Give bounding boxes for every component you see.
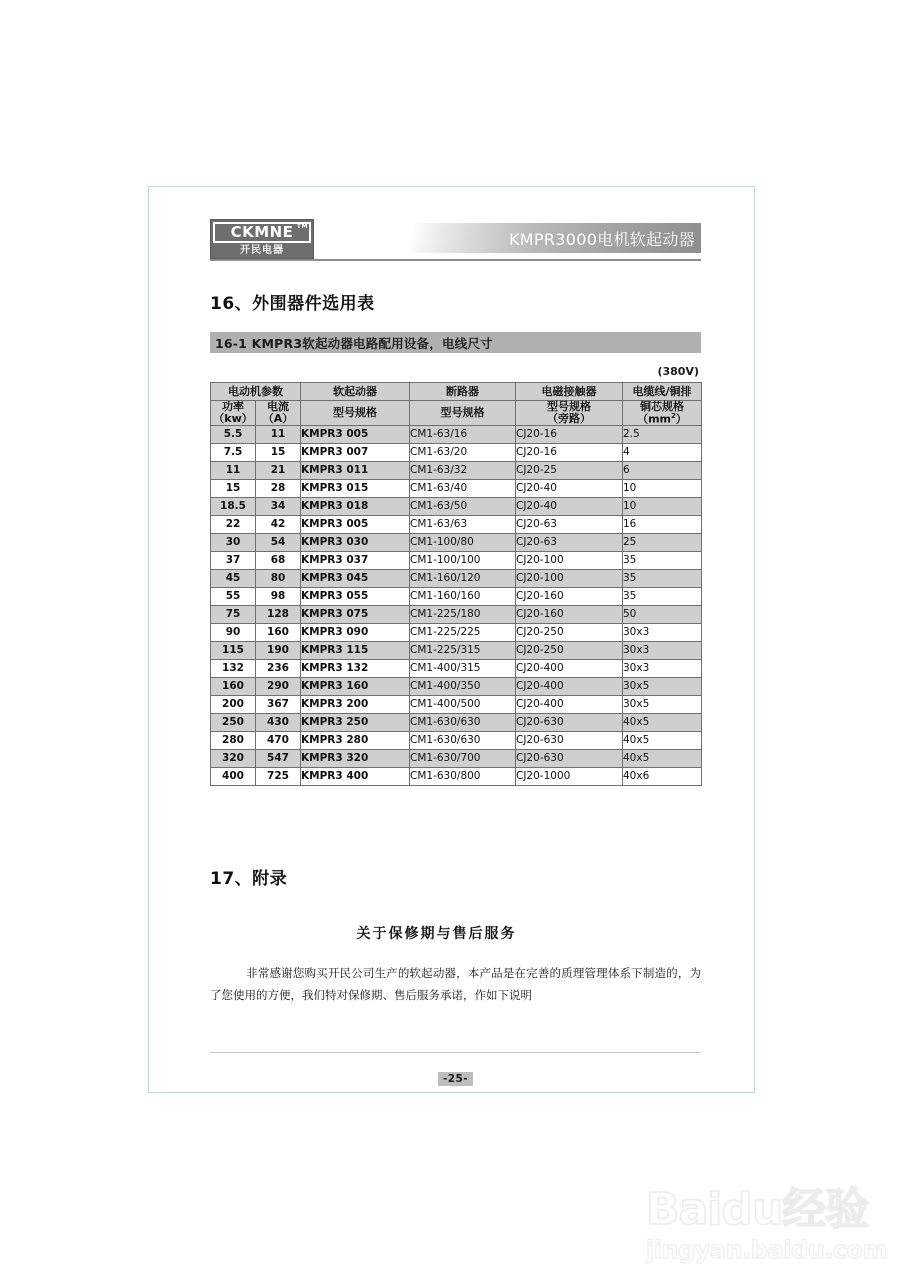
cell-breaker-model: CM1-63/20 [410,444,516,462]
page-number: -25- [438,1072,473,1086]
cell-contactor-model: CJ20-630 [516,714,623,732]
cell-cable-spec: 40x5 [623,750,702,768]
cell-contactor-model: CJ20-400 [516,678,623,696]
table-body [211,426,702,786]
cell-breaker-model: CM1-400/350 [410,678,516,696]
col-current-line1: 电流 [267,400,289,414]
table-row [211,498,702,516]
cell-cable-spec: 35 [623,570,702,588]
col-cable-spec-line2: $(mm^2)$ [637,411,687,426]
cell-cable-spec: 35 [623,552,702,570]
cell-cable-spec: 30x3 [623,642,702,660]
cell-breaker-model: CM1-63/63 [410,516,516,534]
cell-breaker-model: CM1-630/700 [410,750,516,768]
cell-starter-model: KMPR3 005 [301,426,410,444]
warranty-body-text [210,963,701,1006]
cell-cable-spec: 2.5 [623,426,702,444]
cell-breaker-model: CM1-63/40 [410,480,516,498]
col-group-breaker: 断路器 [410,383,516,401]
cell-power: 280 [211,732,256,750]
cell-current: 42 [256,516,301,534]
cell-starter-model: KMPR3 200 [301,696,410,714]
cell-current: 367 [256,696,301,714]
cell-breaker-model: CM1-100/80 [410,534,516,552]
product-title: KMPR3000电机软起动器 [509,229,695,249]
cell-breaker-model: CM1-160/120 [410,570,516,588]
warranty-subheading: 关于保修期与售后服务 [356,926,517,943]
cell-breaker-model: CM1-100/100 [410,552,516,570]
cell-power: 115 [211,642,256,660]
cell-current: 236 [256,660,301,678]
cell-contactor-model: CJ20-160 [516,588,623,606]
cell-power: 45 [211,570,256,588]
cell-current: 128 [256,606,301,624]
cell-starter-model: KMPR3 400 [301,768,410,786]
cell-power: 200 [211,696,256,714]
cell-cable-spec: 10 [623,498,702,516]
cell-cable-spec: 30x3 [623,624,702,642]
section-16-heading: 16、外围器件选用表 [210,294,375,314]
col-contactor-model [516,401,623,426]
col-starter-model-line1: 型号规格 [333,406,377,420]
cell-power: 5.5 [211,426,256,444]
cell-current: 15 [256,444,301,462]
watermark-main-text: Baidu经验 [646,1184,869,1235]
cell-current: 470 [256,732,301,750]
col-cable-spec-line1: 铜芯规格 [640,400,684,413]
cell-breaker-model: CM1-225/225 [410,624,516,642]
cell-breaker-model: CM1-63/32 [410,462,516,480]
table-row [211,570,702,588]
table-row [211,732,702,750]
page-number-container [210,1067,701,1086]
cell-breaker-model: CM1-225/180 [410,606,516,624]
cell-starter-model: KMPR3 132 [301,660,410,678]
baidu-watermark [646,1184,887,1264]
cell-current: 430 [256,714,301,732]
cell-power: 132 [211,660,256,678]
table-row [211,426,702,444]
cell-power: 75 [211,606,256,624]
cell-breaker-model: CM1-400/315 [410,660,516,678]
cell-contactor-model: CJ20-100 [516,570,623,588]
cell-breaker-model: CM1-400/500 [410,696,516,714]
table-row [211,714,702,732]
table-group-header-row [211,383,702,401]
cell-current: 725 [256,768,301,786]
cell-contactor-model: CJ20-63 [516,516,623,534]
table-row [211,516,702,534]
cell-breaker-model: CM1-630/800 [410,768,516,786]
peripheral-selection-table [210,382,702,786]
cell-contactor-model: CJ20-63 [516,534,623,552]
cell-contactor-model: CJ20-40 [516,498,623,516]
cell-starter-model: KMPR3 018 [301,498,410,516]
cell-power: 400 [211,768,256,786]
cell-power: 11 [211,462,256,480]
cell-power: 18.5 [211,498,256,516]
table-row [211,642,702,660]
cell-breaker-model: CM1-160/160 [410,588,516,606]
col-current [256,401,301,426]
cell-current: 34 [256,498,301,516]
cell-current: 21 [256,462,301,480]
cell-cable-spec: 25 [623,534,702,552]
cell-starter-model: KMPR3 030 [301,534,410,552]
document-masthead [210,217,701,265]
cell-starter-model: KMPR3 280 [301,732,410,750]
cell-power: 30 [211,534,256,552]
cell-starter-model: KMPR3 090 [301,624,410,642]
cell-cable-spec: 6 [623,462,702,480]
table-row [211,444,702,462]
col-group-cable: 电缆线/铜排 [623,383,702,401]
cell-breaker-model: CM1-630/630 [410,714,516,732]
col-power-line2: （kw） [213,412,253,426]
cell-starter-model: KMPR3 160 [301,678,410,696]
cell-contactor-model: CJ20-100 [516,552,623,570]
table-row [211,534,702,552]
cell-current: 68 [256,552,301,570]
cell-contactor-model: CJ20-250 [516,624,623,642]
cell-starter-model: KMPR3 005 [301,516,410,534]
table-row [211,660,702,678]
trademark-icon: TM [296,223,308,230]
cell-contactor-model: CJ20-16 [516,426,623,444]
cell-contactor-model: CJ20-400 [516,660,623,678]
cell-power: 22 [211,516,256,534]
cell-current: 98 [256,588,301,606]
col-group-motor-params: 电动机参数 [211,383,301,401]
section-17-heading: 17、附录 [210,869,288,890]
cell-power: 250 [211,714,256,732]
cell-cable-spec: 10 [623,480,702,498]
cell-cable-spec: 30x5 [623,696,702,714]
cell-power: 90 [211,624,256,642]
table-row [211,768,702,786]
table-row [211,750,702,768]
cell-power: 320 [211,750,256,768]
col-current-line2: （A） [262,412,294,426]
table-head [211,383,702,426]
table-row [211,678,702,696]
cell-contactor-model: CJ20-1000 [516,768,623,786]
col-group-contactor: 电磁接触器 [516,383,623,401]
cell-contactor-model: CJ20-250 [516,642,623,660]
cell-starter-model: KMPR3 115 [301,642,410,660]
cell-current: 28 [256,480,301,498]
cell-starter-model: KMPR3 037 [301,552,410,570]
cell-contactor-model: CJ20-16 [516,444,623,462]
cell-cable-spec: 40x5 [623,714,702,732]
cell-cable-spec: 16 [623,516,702,534]
cell-current: 80 [256,570,301,588]
cell-contactor-model: CJ20-630 [516,732,623,750]
cell-contactor-model: CJ20-160 [516,606,623,624]
cell-power: 15 [211,480,256,498]
cell-cable-spec: 4 [623,444,702,462]
cell-cable-spec: 35 [623,588,702,606]
page-sheet [148,186,755,1093]
cell-current: 547 [256,750,301,768]
cell-current: 290 [256,678,301,696]
col-power [211,401,256,426]
logo-primary-text [213,222,311,243]
cell-current: 160 [256,624,301,642]
cell-starter-model: KMPR3 250 [301,714,410,732]
cell-contactor-model: CJ20-40 [516,480,623,498]
table-row [211,462,702,480]
page-content-area [210,217,701,1086]
cell-cable-spec: 30x5 [623,678,702,696]
col-power-line1: 功率 [222,400,244,414]
cell-cable-spec: 50 [623,606,702,624]
warranty-body-content: 非常感谢您购买开民公司生产的软起动器，本产品是在完善的质理管理体系下制造的，为了您使用的方便，我们特对保修期、售后服务承诺，作如下说明 [210,966,701,1002]
col-contactor-model-line2: （旁路） [547,412,591,426]
cell-cable-spec: 40x6 [623,768,702,786]
cell-cable-spec: 30x3 [623,660,702,678]
cell-breaker-model: CM1-225/315 [410,642,516,660]
masthead-divider [210,259,701,261]
logo-brand-label: CKMNE [230,223,294,241]
cell-starter-model: KMPR3 045 [301,570,410,588]
cell-current: 11 [256,426,301,444]
logo-secondary-label: 开民电器 [240,244,284,256]
table-row [211,696,702,714]
col-contactor-model-line1: 型号规格 [547,400,591,414]
col-cable-spec [623,401,702,426]
table-row [211,480,702,498]
col-breaker-model-line1: 型号规格 [440,406,485,420]
section-16-1-subheading: 16-1 KMPR3软起动器电路配用设备，电线尺寸 [210,332,701,353]
cell-starter-model: KMPR3 075 [301,606,410,624]
cell-breaker-model: CM1-630/630 [410,732,516,750]
table-row [211,624,702,642]
voltage-note: (380V) [657,365,699,378]
cell-breaker-model: CM1-63/50 [410,498,516,516]
cell-current: 54 [256,534,301,552]
cell-current: 190 [256,642,301,660]
table-row [211,588,702,606]
cell-power: 7.5 [211,444,256,462]
cell-power: 37 [211,552,256,570]
product-title-band [411,223,701,253]
footer-divider [210,1052,701,1053]
cell-starter-model: KMPR3 320 [301,750,410,768]
col-group-soft-starter: 软起动器 [301,383,410,401]
col-starter-model [301,401,410,426]
cell-breaker-model: CM1-63/16 [410,426,516,444]
cell-contactor-model: CJ20-25 [516,462,623,480]
cell-power: 160 [211,678,256,696]
company-logo [210,219,314,259]
cell-starter-model: KMPR3 015 [301,480,410,498]
watermark-sub-text: jingyan.baidu.com [646,1236,887,1264]
cell-contactor-model: CJ20-400 [516,696,623,714]
col-breaker-model [410,401,516,426]
table-row [211,606,702,624]
cell-starter-model: KMPR3 055 [301,588,410,606]
table-subheader-row [211,401,702,426]
cell-contactor-model: CJ20-630 [516,750,623,768]
table-row [211,552,702,570]
cell-cable-spec: 40x5 [623,732,702,750]
cell-starter-model: KMPR3 011 [301,462,410,480]
cell-starter-model: KMPR3 007 [301,444,410,462]
cell-power: 55 [211,588,256,606]
